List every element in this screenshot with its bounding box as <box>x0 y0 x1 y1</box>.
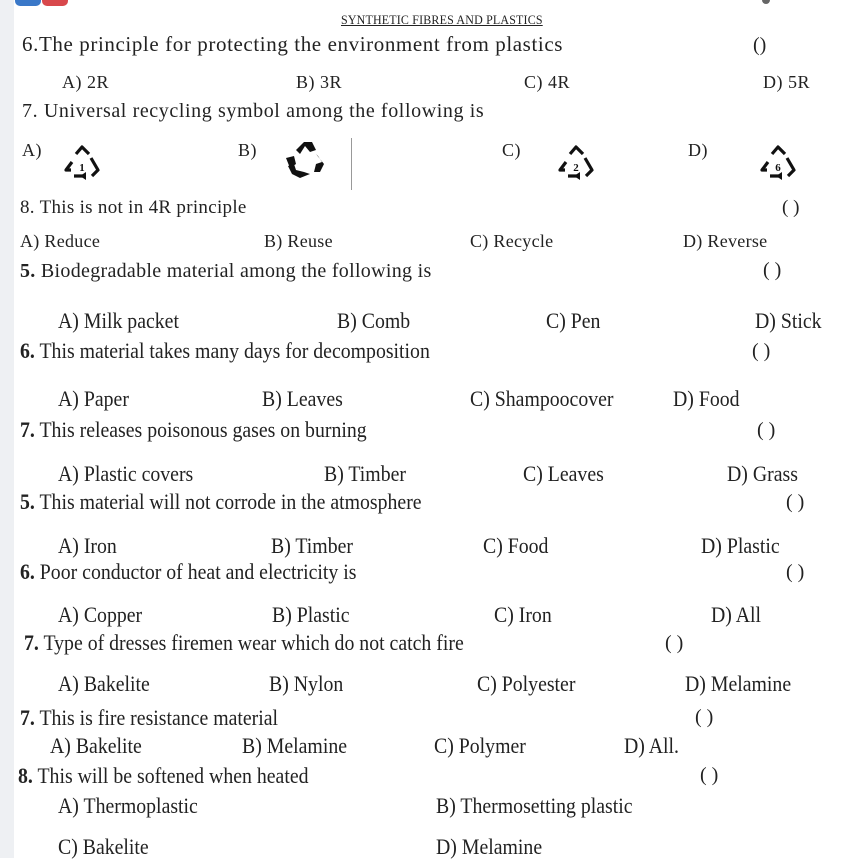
answer-bracket: ( ) <box>752 340 771 362</box>
option-b: B) Leaves <box>262 386 343 411</box>
option-d: D) Melamine <box>436 834 543 859</box>
question-number: 8. <box>18 763 33 788</box>
blue-app-icon <box>15 0 41 6</box>
symbol-label: 1 <box>79 162 85 174</box>
option-a: A) Iron <box>58 533 117 558</box>
question-body: This releases poisonous gases on burning <box>39 417 367 442</box>
answer-bracket: ( ) <box>763 259 782 281</box>
question-text <box>20 338 430 364</box>
recycle-code-6-icon <box>758 144 798 180</box>
option-b: B) Plastic <box>272 602 350 627</box>
question-body: This is not in 4R principle <box>39 197 247 218</box>
option-b: B) Thermosetting plastic <box>436 793 633 818</box>
option-c: C) Polyester <box>477 671 576 696</box>
option-c: C) Iron <box>494 602 552 627</box>
option-b: B) Reuse <box>264 231 333 251</box>
option-d: D) Grass <box>727 461 798 486</box>
question-text <box>20 705 278 731</box>
option-c: C) Recycle <box>470 231 554 251</box>
question-text <box>20 197 247 219</box>
option-a: A) 2R <box>62 72 109 92</box>
option-c: C) Bakelite <box>58 834 149 859</box>
option-b: B) Timber <box>271 533 353 558</box>
recycle-code-1-icon <box>62 144 102 180</box>
option-a: A) Thermoplastic <box>58 793 198 818</box>
recycle-code-2-icon <box>556 144 596 180</box>
answer-bracket: ( ) <box>700 764 719 786</box>
question-number: 6. <box>22 32 39 56</box>
option-c: C) Polymer <box>434 733 526 758</box>
answer-bracket: ( ) <box>782 197 800 218</box>
question-text <box>18 763 309 789</box>
answer-bracket: ( ) <box>757 419 776 441</box>
option-d: D) 5R <box>763 72 810 92</box>
question-number: 7. <box>24 630 39 655</box>
symbol-label: 6 <box>775 162 781 174</box>
option-d: D) Reverse <box>683 231 768 251</box>
question-number: 7. <box>20 417 35 442</box>
option-d: D) Melamine <box>685 671 792 696</box>
option-c: C) Shampoocover <box>470 386 614 411</box>
option-a: A) Bakelite <box>50 733 142 758</box>
page-title: SYNTHETIC FIBRES AND PLASTICS <box>341 12 543 27</box>
question-body: The principle for protecting the environment from plastics <box>38 32 564 56</box>
question-text <box>20 489 422 515</box>
answer-bracket: () <box>753 34 767 56</box>
option-a: A) Milk packet <box>58 308 179 333</box>
scroll-indicator-icon <box>762 0 770 4</box>
symbol-label: 2 <box>573 162 579 174</box>
option-c: C) Leaves <box>523 461 604 486</box>
option-b: B) <box>238 140 257 160</box>
answer-bracket: ( ) <box>665 632 684 654</box>
question-number: 6. <box>20 559 35 584</box>
question-body: This will be softened when heated <box>37 763 309 788</box>
question-text <box>22 32 563 57</box>
universal-recycling-icon <box>282 140 328 182</box>
question-text <box>24 630 464 656</box>
answer-bracket: ( ) <box>695 706 714 728</box>
option-d: D) Plastic <box>701 533 780 558</box>
option-b: B) 3R <box>296 72 343 92</box>
question-number: 7. <box>22 100 39 122</box>
option-b: B) Comb <box>337 308 411 333</box>
option-a: A) <box>22 140 42 160</box>
question-number: 6. <box>20 338 35 363</box>
option-c: C) Food <box>483 533 549 558</box>
question-body: This is fire resistance material <box>39 705 279 730</box>
option-b: B) Melamine <box>242 733 348 758</box>
option-d: D) Stick <box>755 308 822 333</box>
option-d: D) All <box>711 602 762 627</box>
option-b: B) Timber <box>324 461 406 486</box>
option-a: A) Paper <box>58 386 129 411</box>
question-body: Universal recycling symbol among the following is <box>43 100 485 122</box>
question-body: Type of dresses firemen wear which do not catch fire <box>43 630 464 655</box>
option-d: D) <box>688 140 708 160</box>
question-number: 5. <box>20 260 36 282</box>
option-a: A) Reduce <box>20 231 101 251</box>
image-divider <box>351 138 352 190</box>
option-d: D) All. <box>624 733 680 758</box>
question-body: Biodegradable material among the following is <box>40 260 432 282</box>
red-app-icon <box>42 0 68 6</box>
question-number: 8. <box>20 197 35 218</box>
question-number: 5. <box>20 489 35 514</box>
question-text <box>20 417 367 443</box>
option-a: A) Plastic covers <box>58 461 194 486</box>
question-text <box>20 260 432 283</box>
option-c: C) Pen <box>546 308 601 333</box>
question-text <box>20 559 357 585</box>
option-a: A) Bakelite <box>58 671 150 696</box>
answer-bracket: ( ) <box>786 561 805 583</box>
option-c: C) <box>502 140 521 160</box>
question-body: This material takes many days for decomposition <box>39 338 430 363</box>
option-b: B) Nylon <box>269 671 344 696</box>
question-number: 7. <box>20 705 35 730</box>
answer-bracket: ( ) <box>786 491 805 513</box>
left-margin-strip <box>0 0 14 858</box>
question-text <box>22 100 484 123</box>
option-d: D) Food <box>673 386 740 411</box>
option-c: C) 4R <box>524 72 571 92</box>
option-a: A) Copper <box>58 602 143 627</box>
question-body: This material will not corrode in the atmosphere <box>39 489 422 514</box>
question-body: Poor conductor of heat and electricity is <box>39 559 357 584</box>
